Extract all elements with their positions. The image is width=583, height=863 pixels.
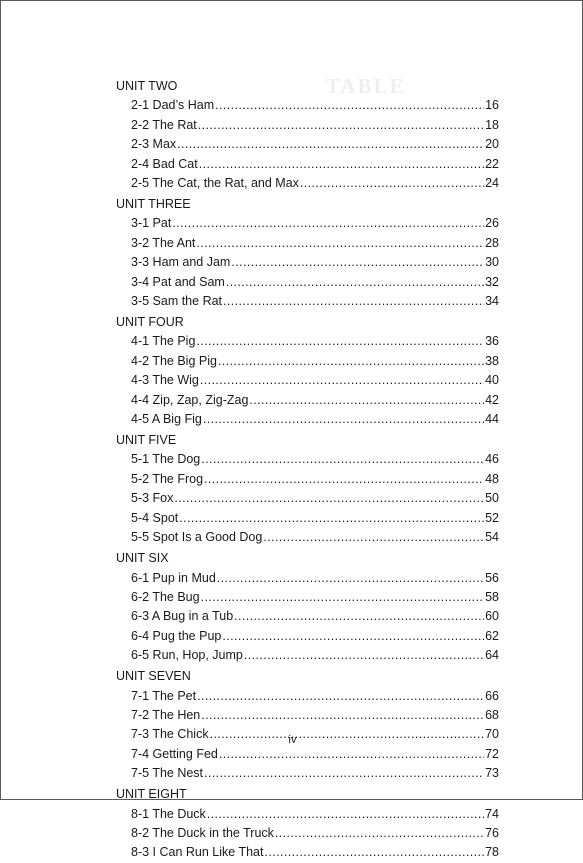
dot-leader xyxy=(218,352,484,371)
toc-entry xyxy=(116,135,499,154)
entry-title: 4-4 Zip, Zap, Zig-Zag xyxy=(131,392,249,407)
entry-title: 2-5 The Cat, the Rat, and Max xyxy=(131,175,299,190)
entry-title: 3-5 Sam the Rat xyxy=(131,293,223,308)
entry-title: 8-3 I Can Run Like That xyxy=(131,845,264,860)
entry-title: 3-2 The Ant xyxy=(131,235,196,250)
entry-page-number: 34 xyxy=(485,293,499,308)
entry-title: 4-5 A Big Fig xyxy=(131,412,202,427)
entry-title: 2-1 Dad’s Ham xyxy=(131,98,215,113)
dot-leader xyxy=(244,646,484,665)
toc-entry xyxy=(116,687,499,706)
toc-entry xyxy=(116,234,499,253)
entry-title: 7-4 Getting Fed xyxy=(131,746,218,761)
entry-title: 5-4 Spot xyxy=(131,510,179,525)
toc-entry xyxy=(116,174,499,193)
entry-page-number: 32 xyxy=(485,274,499,289)
unit-heading: UNIT SEVEN xyxy=(116,669,191,684)
toc-entry xyxy=(116,646,499,665)
dot-leader xyxy=(263,528,484,547)
entry-page-number: 48 xyxy=(485,471,499,486)
toc-entry xyxy=(116,410,499,429)
toc-entry xyxy=(116,627,499,646)
dot-leader xyxy=(201,450,484,469)
toc-entry xyxy=(116,155,499,174)
entry-page-number: 38 xyxy=(485,353,499,368)
dot-leader xyxy=(196,332,484,351)
toc-entry xyxy=(116,352,499,371)
entry-page-number: 74 xyxy=(485,806,499,821)
entry-title: 7-1 The Pet xyxy=(131,688,197,703)
dot-leader xyxy=(177,135,484,154)
entry-title: 6-2 The Bug xyxy=(131,589,200,604)
toc-entry xyxy=(116,273,499,292)
entry-page-number: 40 xyxy=(485,373,499,388)
entry-title: 3-4 Pat and Sam xyxy=(131,274,225,289)
entry-title: 7-5 The Nest xyxy=(131,766,204,781)
dot-leader xyxy=(197,687,484,706)
toc-entry xyxy=(116,824,499,843)
unit-heading: UNIT THREE xyxy=(116,197,191,212)
dot-leader xyxy=(203,410,484,429)
entry-title: 6-5 Run, Hop, Jump xyxy=(131,648,243,663)
entry-page-number: 28 xyxy=(485,235,499,250)
dot-leader xyxy=(200,371,484,390)
entry-page-number: 42 xyxy=(485,392,499,407)
unit-heading: UNIT SIX xyxy=(116,551,169,566)
toc-entry xyxy=(116,764,499,783)
page-number: iv xyxy=(288,734,297,746)
toc-entry xyxy=(116,528,499,547)
entry-page-number: 44 xyxy=(485,412,499,427)
dot-leader xyxy=(222,627,484,646)
dot-leader xyxy=(174,489,484,508)
unit-heading: UNIT EIGHT xyxy=(116,787,187,802)
dot-leader xyxy=(226,273,484,292)
entry-page-number: 64 xyxy=(485,648,499,663)
entry-title: 8-1 The Duck xyxy=(131,806,206,821)
entry-page-number: 20 xyxy=(485,137,499,152)
entry-title: 2-3 Max xyxy=(131,137,177,152)
toc-entry xyxy=(116,805,499,824)
toc-entry xyxy=(116,470,499,489)
toc-entry xyxy=(116,509,499,528)
dot-leader xyxy=(201,588,484,607)
entry-title: 4-3 The Wig xyxy=(131,373,199,388)
dot-leader xyxy=(300,174,484,193)
entry-page-number: 58 xyxy=(485,589,499,604)
dot-leader xyxy=(215,96,484,115)
toc-entry xyxy=(116,292,499,311)
unit-heading: UNIT FIVE xyxy=(116,433,177,448)
entry-page-number: 50 xyxy=(485,491,499,506)
entry-page-number: 70 xyxy=(485,727,499,742)
entry-title: 4-1 The Pig xyxy=(131,334,196,349)
entry-title: 2-2 The Rat xyxy=(131,117,197,132)
toc-entry xyxy=(116,391,499,410)
entry-title: 3-1 Pat xyxy=(131,216,172,231)
entry-title: 5-5 Spot Is a Good Dog xyxy=(131,530,263,545)
entry-page-number: 73 xyxy=(485,766,499,781)
entry-page-number: 76 xyxy=(485,825,499,840)
toc-entry xyxy=(116,607,499,626)
entry-page-number: 62 xyxy=(485,628,499,643)
entry-page-number: 78 xyxy=(485,845,499,860)
entry-page-number: 24 xyxy=(485,175,499,190)
entry-title: 6-4 Pug the Pup xyxy=(131,628,222,643)
entry-title: 2-4 Bad Cat xyxy=(131,156,198,171)
dot-leader xyxy=(207,805,484,824)
entry-page-number: 72 xyxy=(485,746,499,761)
entry-title: 7-3 The Chick xyxy=(131,727,209,742)
unit-heading: UNIT TWO xyxy=(116,79,178,93)
toc-entry xyxy=(116,489,499,508)
toc-entry xyxy=(116,588,499,607)
entry-page-number: 68 xyxy=(485,707,499,722)
dot-leader xyxy=(204,470,484,489)
entry-title: 5-2 The Frog xyxy=(131,471,204,486)
entry-page-number: 66 xyxy=(485,688,499,703)
toc-entry xyxy=(116,332,499,351)
dot-leader xyxy=(198,116,484,135)
entry-page-number: 18 xyxy=(485,117,499,132)
dot-leader xyxy=(204,764,484,783)
entry-page-number: 46 xyxy=(485,452,499,467)
dot-leader xyxy=(231,253,484,272)
entry-page-number: 22 xyxy=(485,156,499,171)
entry-title: 7-2 The Hen xyxy=(131,707,201,722)
entry-page-number: 52 xyxy=(485,510,499,525)
toc-entry xyxy=(116,843,499,862)
entry-page-number: 16 xyxy=(485,98,499,113)
entry-title: 4-2 The Big Pig xyxy=(131,353,217,368)
dot-leader xyxy=(179,509,484,528)
entry-page-number: 30 xyxy=(485,255,499,270)
entry-title: 5-1 The Dog xyxy=(131,452,201,467)
entry-title: 6-1 Pup in Mud xyxy=(131,570,216,585)
toc-entry xyxy=(116,745,499,764)
entry-title: 3-3 Ham and Jam xyxy=(131,255,231,270)
dot-leader xyxy=(223,292,484,311)
toc-entry xyxy=(116,371,499,390)
toc-entry xyxy=(116,253,499,272)
toc-entry xyxy=(116,706,499,725)
entry-title: 5-3 Fox xyxy=(131,491,174,506)
show-through-title: TABLE xyxy=(326,74,406,98)
toc-entry xyxy=(116,116,499,135)
toc-entry xyxy=(116,450,499,469)
toc-entry xyxy=(116,569,499,588)
toc-entry xyxy=(116,96,499,115)
entry-page-number: 56 xyxy=(485,570,499,585)
dot-leader xyxy=(172,214,484,233)
entry-page-number: 36 xyxy=(485,334,499,349)
dot-leader xyxy=(234,607,484,626)
entry-title: 8-2 The Duck in the Truck xyxy=(131,825,274,840)
unit-heading: UNIT FOUR xyxy=(116,315,184,330)
dot-leader xyxy=(219,745,484,764)
dot-leader xyxy=(199,155,484,174)
dot-leader xyxy=(275,824,484,843)
dot-leader xyxy=(201,706,484,725)
entry-page-number: 54 xyxy=(485,530,499,545)
entry-page-number: 60 xyxy=(485,609,499,624)
dot-leader xyxy=(249,391,484,410)
entry-title: 6-3 A Bug in a Tub xyxy=(131,609,234,624)
toc-entry xyxy=(116,214,499,233)
dot-leader xyxy=(196,234,484,253)
entry-page-number: 26 xyxy=(485,216,499,231)
dot-leader xyxy=(217,569,484,588)
dot-leader xyxy=(264,843,484,862)
